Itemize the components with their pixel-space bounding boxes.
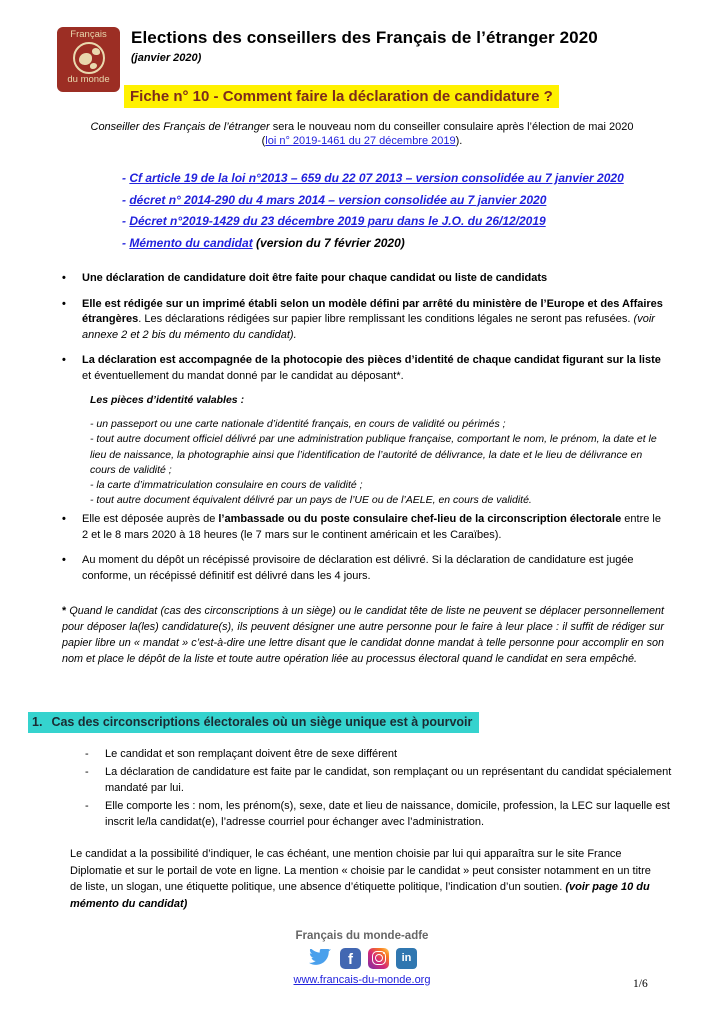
section1-dash-list (85, 747, 677, 833)
intro-paren-close: ). (455, 135, 463, 148)
link-dash: - (122, 171, 130, 185)
logo-text-top: Français (70, 29, 107, 40)
law-link-row (122, 190, 624, 212)
intro-lead-italic: Conseiller des Français de l’étranger (90, 121, 270, 133)
bullet-icon: • (62, 513, 66, 525)
law-2019-1461-link[interactable]: loi n° 2019-1461 du 27 décembre 2019 (265, 135, 456, 148)
document-date-note: (janvier 2020) (131, 52, 202, 64)
mention-text: Le candidat a la possibilité d’indiquer, le cas échéant, une mention choisie par lui qui apparaîtra sur le site France Diplomatie et sur le portail de vote en ligne. La mention « choisie par le candidat » peut consister notamment en un titre de liste, un slogan, une étiquette politique, une absence d’étiquette politique, l’indication d’un soutien. (70, 848, 651, 893)
footer-brand: Français du monde-adfe (295, 930, 429, 942)
link-dash: - (122, 192, 130, 207)
bullet-item-photocopie (62, 353, 668, 384)
bullet-item-imprime (62, 297, 668, 344)
page-number: 1/6 (633, 978, 648, 990)
footer (0, 930, 724, 986)
social-icons-row (0, 947, 724, 969)
dash-item-comporte (85, 799, 677, 830)
bullet-list-top (62, 271, 668, 395)
bullet-text: La déclaration est accompagnée de la photocopie des pièces d’identité de chaque candidat figurant sur la liste et éventuellement du mandat donné par le candidat au déposant*. (82, 354, 661, 383)
law-link-row (122, 233, 624, 255)
link-dash: - (122, 235, 130, 250)
instagram-icon[interactable] (368, 948, 389, 969)
bullet-item-declaration (62, 271, 668, 287)
dash-icon: - (85, 800, 89, 813)
title-block (131, 27, 598, 92)
id-document-item: - la carte d’immatriculation consulaire en cours de validité ; (90, 479, 363, 492)
bullet-item-depot (62, 512, 668, 543)
law-link-row (122, 211, 624, 233)
link-dash: - (122, 214, 130, 228)
article-19-loi-2013-link[interactable]: Cf article 19 de la loi n°2013 – 659 du 22 07 2013 – version consolidée au 7 janvier 2020 (129, 171, 624, 185)
law-links-list (122, 168, 624, 254)
memento-version-note: (version du 7 février 2020) (252, 235, 405, 250)
decret-2019-1429-link[interactable]: Décret n°2019-1429 du 23 décembre 2019 paru dans le J.O. du 26/12/2019 (129, 214, 546, 228)
bullet-list-bottom (62, 512, 668, 594)
id-document-item: - un passeport ou une carte nationale d’identité français, en cours de validité ou périmés ; (90, 418, 506, 431)
dash-icon: - (85, 748, 89, 760)
mandat-footnote (62, 604, 664, 668)
dash-item-sexe (85, 747, 677, 762)
website-link[interactable]: www.francais-du-monde.org (293, 974, 431, 986)
logo-text-bottom: du monde (67, 74, 110, 85)
section1-heading (28, 712, 479, 733)
linkedin-letters: in (401, 952, 412, 964)
memento-candidat-link[interactable]: Mémento du candidat (129, 235, 253, 250)
bullet-text: Elle est rédigée sur un imprimé établi selon un modèle défini par arrêté du ministère de l’Europe et des Affaires étrangères. Les déclarations rédigées sur papier libre remplissant les conditions légales ne seront pas refusées. (voir annexe 2 et 2 bis du mémento du candidat). (82, 297, 663, 341)
intro-lead-rest: sera le nouveau nom du conseiller consulaire après l’élection de mai 2020 (269, 121, 634, 133)
law-link-row (122, 168, 624, 190)
id-document-item: - tout autre document officiel délivré par une administration publique française, comportant le nom, le prénom, la date et le lieu de naissance, la photographie ainsi que l’identification de l’autorité de délivrance, la date et le lieu de délivrance en cours de validité ; (90, 433, 657, 476)
footnote-text: Quand le candidat (cas des circonscriptions à un siège) ou le candidat tête de liste ne peuvent se déplacer personnellement pour déposer la(les) candidature(s), ils peuvent désigner une autre personne pour le faire à leur place : il suffit de rédiger sur papier libre un « mandat » c’est-à-dire une lettre disant que le candidat donne mandat à telle personne pour accomplir en son nom et place le dépôt de la liste et toute autre opération liée au processus électoral quand le candidat en sera empêché. (62, 605, 665, 665)
intro-paren-open: ( (261, 135, 266, 148)
footnote-asterisk: * (62, 605, 70, 617)
bullet-item-recepisse (62, 553, 668, 584)
dash-item-text: La déclaration de candidature est faite par le candidat, son remplaçant ou un représentant du candidat spécialement mandaté par lui. (105, 766, 672, 794)
dash-icon: - (85, 766, 89, 779)
bullet-icon: • (62, 297, 66, 310)
mention-paragraph (70, 846, 664, 912)
bullet-icon: • (62, 554, 66, 567)
facebook-letter: f (348, 951, 353, 968)
site-url-row (0, 974, 724, 986)
id-documents-title: Les pièces d’identité valables : (90, 394, 245, 406)
fiche-heading: Fiche n° 10 - Comment faire la déclaration de candidature ? (124, 85, 559, 108)
bullet-icon: • (62, 354, 66, 367)
dash-item-text: Elle comporte les : nom, les prénom(s), sexe, date et lieu de naissance, domicile, profession, la LEC sur laquelle est inscrit le/la candidat(e), l’adresse courriel pour échanger avec l’administration. (105, 800, 670, 828)
document-title: Elections des conseillers des Français de l’étranger 2020 (131, 28, 598, 47)
intro-paragraph (62, 120, 662, 149)
section1-title: Cas des circonscriptions électorales où un siège unique est à pourvoir (51, 715, 473, 729)
globe-icon (73, 42, 105, 74)
mention-reference: (voir page 10 du mémento du candidat) (70, 881, 650, 910)
linkedin-icon[interactable] (396, 948, 417, 969)
decret-2014-290-link[interactable]: décret n° 2014-290 du 4 mars 2014 – version consolidée au 7 janvier 2020 (129, 192, 547, 207)
id-documents-block (90, 393, 668, 509)
bullet-text: Elle est déposée auprès de l’ambassade ou du poste consulaire chef-lieu de la circonscription électorale entre le 2 et le 8 mars 2020 à 18 heures (le 7 mars sur le continent américain et les Caraïbes). (82, 513, 661, 541)
francais-du-monde-logo (57, 27, 120, 92)
bullet-text: Une déclaration de candidature doit être faite pour chaque candidat ou liste de candidats (82, 272, 548, 284)
id-document-item: - tout autre document équivalent délivré par un pays de l’UE ou de l’AELE, en cours de validité. (90, 494, 532, 507)
twitter-icon[interactable] (307, 947, 333, 969)
bullet-icon: • (62, 272, 66, 284)
bullet-text: Au moment du dépôt un récépissé provisoire de déclaration est délivré. Si la déclaration de candidature est jugée conforme, un récépissé définitif est délivré dans les 4 jours. (82, 554, 634, 582)
dash-item-faite-par (85, 765, 677, 796)
header (57, 27, 598, 92)
facebook-icon[interactable] (340, 948, 361, 969)
dash-item-text: Le candidat et son remplaçant doivent être de sexe différent (105, 748, 398, 760)
section1-number: 1. (32, 715, 43, 729)
